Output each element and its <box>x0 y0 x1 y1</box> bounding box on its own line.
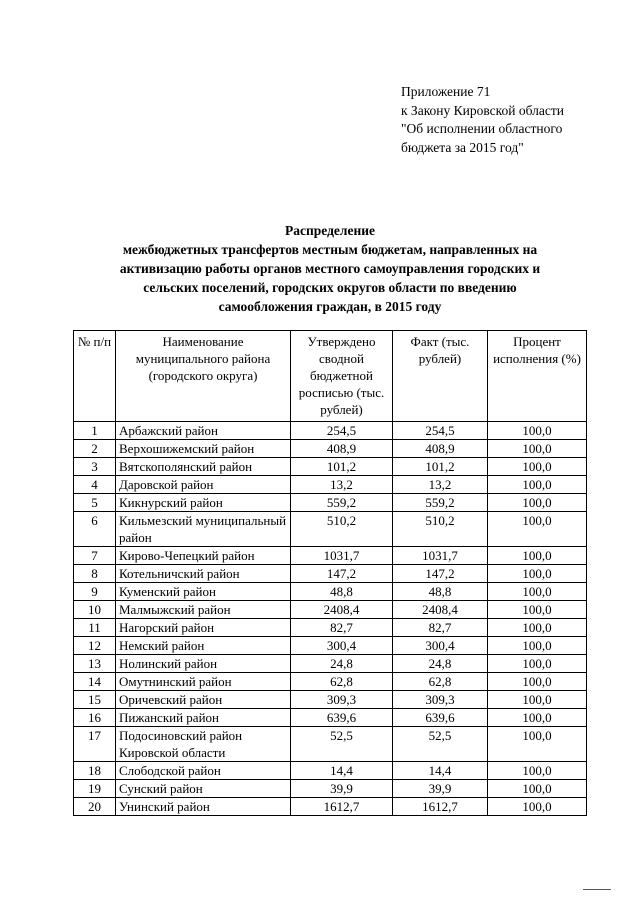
percent-value: 100,0 <box>488 673 587 691</box>
actual-value: 82,7 <box>393 619 488 637</box>
percent-value: 100,0 <box>488 780 587 798</box>
row-number: 3 <box>74 458 116 476</box>
approved-value: 559,2 <box>291 494 393 512</box>
percent-value: 100,0 <box>488 637 587 655</box>
row-number: 13 <box>74 655 116 673</box>
table-row <box>74 601 587 619</box>
table-row <box>74 547 587 565</box>
district-name: Слободской район <box>116 762 291 780</box>
percent-value: 100,0 <box>488 422 587 440</box>
row-number: 10 <box>74 601 116 619</box>
approved-value: 39,9 <box>291 780 393 798</box>
district-name: Нагорский район <box>116 619 291 637</box>
district-name: Куменский район <box>116 583 291 601</box>
table-body <box>74 422 587 816</box>
title-line: самообложения граждан, в 2015 году <box>218 299 442 314</box>
actual-value: 559,2 <box>393 494 488 512</box>
approved-value: 82,7 <box>291 619 393 637</box>
approved-value: 639,6 <box>291 709 393 727</box>
district-name: Унинский район <box>116 798 291 816</box>
actual-value: 39,9 <box>393 780 488 798</box>
percent-value: 100,0 <box>488 512 587 547</box>
row-number: 16 <box>74 709 116 727</box>
approved-value: 48,8 <box>291 583 393 601</box>
district-name: Омутнинский район <box>116 673 291 691</box>
table-row <box>74 655 587 673</box>
header-number: № п/п <box>74 331 116 422</box>
table-row <box>74 619 587 637</box>
table-row <box>74 494 587 512</box>
approved-value: 24,8 <box>291 655 393 673</box>
district-name: Кирово-Чепецкий район <box>116 547 291 565</box>
district-name: Верхошижемский район <box>116 440 291 458</box>
header-approved: Утверждено сводной бюджетной росписью (тыс. рублей) <box>291 331 393 422</box>
row-number: 7 <box>74 547 116 565</box>
approved-value: 300,4 <box>291 637 393 655</box>
row-number: 5 <box>74 494 116 512</box>
approved-value: 101,2 <box>291 458 393 476</box>
header-percent: Процент исполнения (%) <box>488 331 587 422</box>
actual-value: 62,8 <box>393 673 488 691</box>
approved-value: 309,3 <box>291 691 393 709</box>
district-name: Пижанский район <box>116 709 291 727</box>
district-name: Даровской район <box>116 476 291 494</box>
district-name: Нолинский район <box>116 655 291 673</box>
actual-value: 300,4 <box>393 637 488 655</box>
row-number: 4 <box>74 476 116 494</box>
district-name: Подосиновский район Кировской области <box>116 727 291 762</box>
row-number: 11 <box>74 619 116 637</box>
table-row <box>74 798 587 816</box>
actual-value: 24,8 <box>393 655 488 673</box>
table-row <box>74 565 587 583</box>
actual-value: 408,9 <box>393 440 488 458</box>
actual-value: 14,4 <box>393 762 488 780</box>
table-row <box>74 762 587 780</box>
percent-value: 100,0 <box>488 691 587 709</box>
header-district-name: Наименование муниципального района (городского округа) <box>116 331 291 422</box>
district-name: Сунский район <box>116 780 291 798</box>
table-header-row <box>74 331 587 422</box>
district-name: Кильмезский муниципальный район <box>116 512 291 547</box>
row-number: 1 <box>74 422 116 440</box>
row-number: 9 <box>74 583 116 601</box>
appendix-block <box>401 83 564 157</box>
percent-value: 100,0 <box>488 440 587 458</box>
district-name: Малмыжский район <box>116 601 291 619</box>
table-row <box>74 727 587 762</box>
table-row <box>74 673 587 691</box>
row-number: 15 <box>74 691 116 709</box>
approved-value: 52,5 <box>291 727 393 762</box>
table-row <box>74 583 587 601</box>
district-name: Вятскополянский район <box>116 458 291 476</box>
approved-value: 510,2 <box>291 512 393 547</box>
table-row <box>74 637 587 655</box>
header-actual: Факт (тыс. рублей) <box>393 331 488 422</box>
district-name: Кикнурский район <box>116 494 291 512</box>
appendix-line: бюджета за 2015 год" <box>401 139 524 155</box>
row-number: 2 <box>74 440 116 458</box>
district-name: Арбажский район <box>116 422 291 440</box>
approved-value: 1031,7 <box>291 547 393 565</box>
document-title <box>60 221 600 316</box>
table-row <box>74 691 587 709</box>
table-row <box>74 458 587 476</box>
appendix-line: "Об исполнении областного <box>401 121 563 136</box>
percent-value: 100,0 <box>488 798 587 816</box>
approved-value: 147,2 <box>291 565 393 583</box>
table-row <box>74 476 587 494</box>
actual-value: 52,5 <box>393 727 488 762</box>
row-number: 14 <box>74 673 116 691</box>
title-line: межбюджетных трансфертов местным бюджетам, направленных на <box>122 242 538 257</box>
actual-value: 48,8 <box>393 583 488 601</box>
percent-value: 100,0 <box>488 619 587 637</box>
actual-value: 309,3 <box>393 691 488 709</box>
row-number: 12 <box>74 637 116 655</box>
actual-value: 639,6 <box>393 709 488 727</box>
percent-value: 100,0 <box>488 476 587 494</box>
percent-value: 100,0 <box>488 762 587 780</box>
appendix-line: Приложение 71 <box>401 84 491 99</box>
percent-value: 100,0 <box>488 709 587 727</box>
table-row <box>74 709 587 727</box>
actual-value: 2408,4 <box>393 601 488 619</box>
approved-value: 13,2 <box>291 476 393 494</box>
district-name: Котельничский район <box>116 565 291 583</box>
actual-value: 254,5 <box>393 422 488 440</box>
actual-value: 510,2 <box>393 512 488 547</box>
approved-value: 408,9 <box>291 440 393 458</box>
approved-value: 1612,7 <box>291 798 393 816</box>
percent-value: 100,0 <box>488 458 587 476</box>
actual-value: 1612,7 <box>393 798 488 816</box>
approved-value: 2408,4 <box>291 601 393 619</box>
appendix-line: к Закону Кировской области <box>401 102 565 118</box>
percent-value: 100,0 <box>488 727 587 762</box>
actual-value: 147,2 <box>393 565 488 583</box>
table-row <box>74 512 587 547</box>
percent-value: 100,0 <box>488 565 587 583</box>
table-row <box>74 780 587 798</box>
actual-value: 1031,7 <box>393 547 488 565</box>
title-line: Распределение <box>284 223 376 238</box>
district-name: Оричевский район <box>116 691 291 709</box>
row-number: 18 <box>74 762 116 780</box>
percent-value: 100,0 <box>488 583 587 601</box>
actual-value: 101,2 <box>393 458 488 476</box>
title-line: активизацию работы органов местного самоуправления городских и <box>119 261 541 276</box>
actual-value: 13,2 <box>393 476 488 494</box>
title-line: сельских поселений, городских округов области по введению <box>143 280 517 295</box>
row-number: 17 <box>74 727 116 762</box>
row-number: 8 <box>74 565 116 583</box>
percent-value: 100,0 <box>488 547 587 565</box>
table-row <box>74 422 587 440</box>
percent-value: 100,0 <box>488 494 587 512</box>
approved-value: 14,4 <box>291 762 393 780</box>
transfers-table <box>73 330 587 816</box>
approved-value: 62,8 <box>291 673 393 691</box>
row-number: 19 <box>74 780 116 798</box>
table-row <box>74 440 587 458</box>
page-mark <box>583 889 611 890</box>
district-name: Немский район <box>116 637 291 655</box>
row-number: 6 <box>74 512 116 547</box>
approved-value: 254,5 <box>291 422 393 440</box>
percent-value: 100,0 <box>488 655 587 673</box>
row-number: 20 <box>74 798 116 816</box>
percent-value: 100,0 <box>488 601 587 619</box>
